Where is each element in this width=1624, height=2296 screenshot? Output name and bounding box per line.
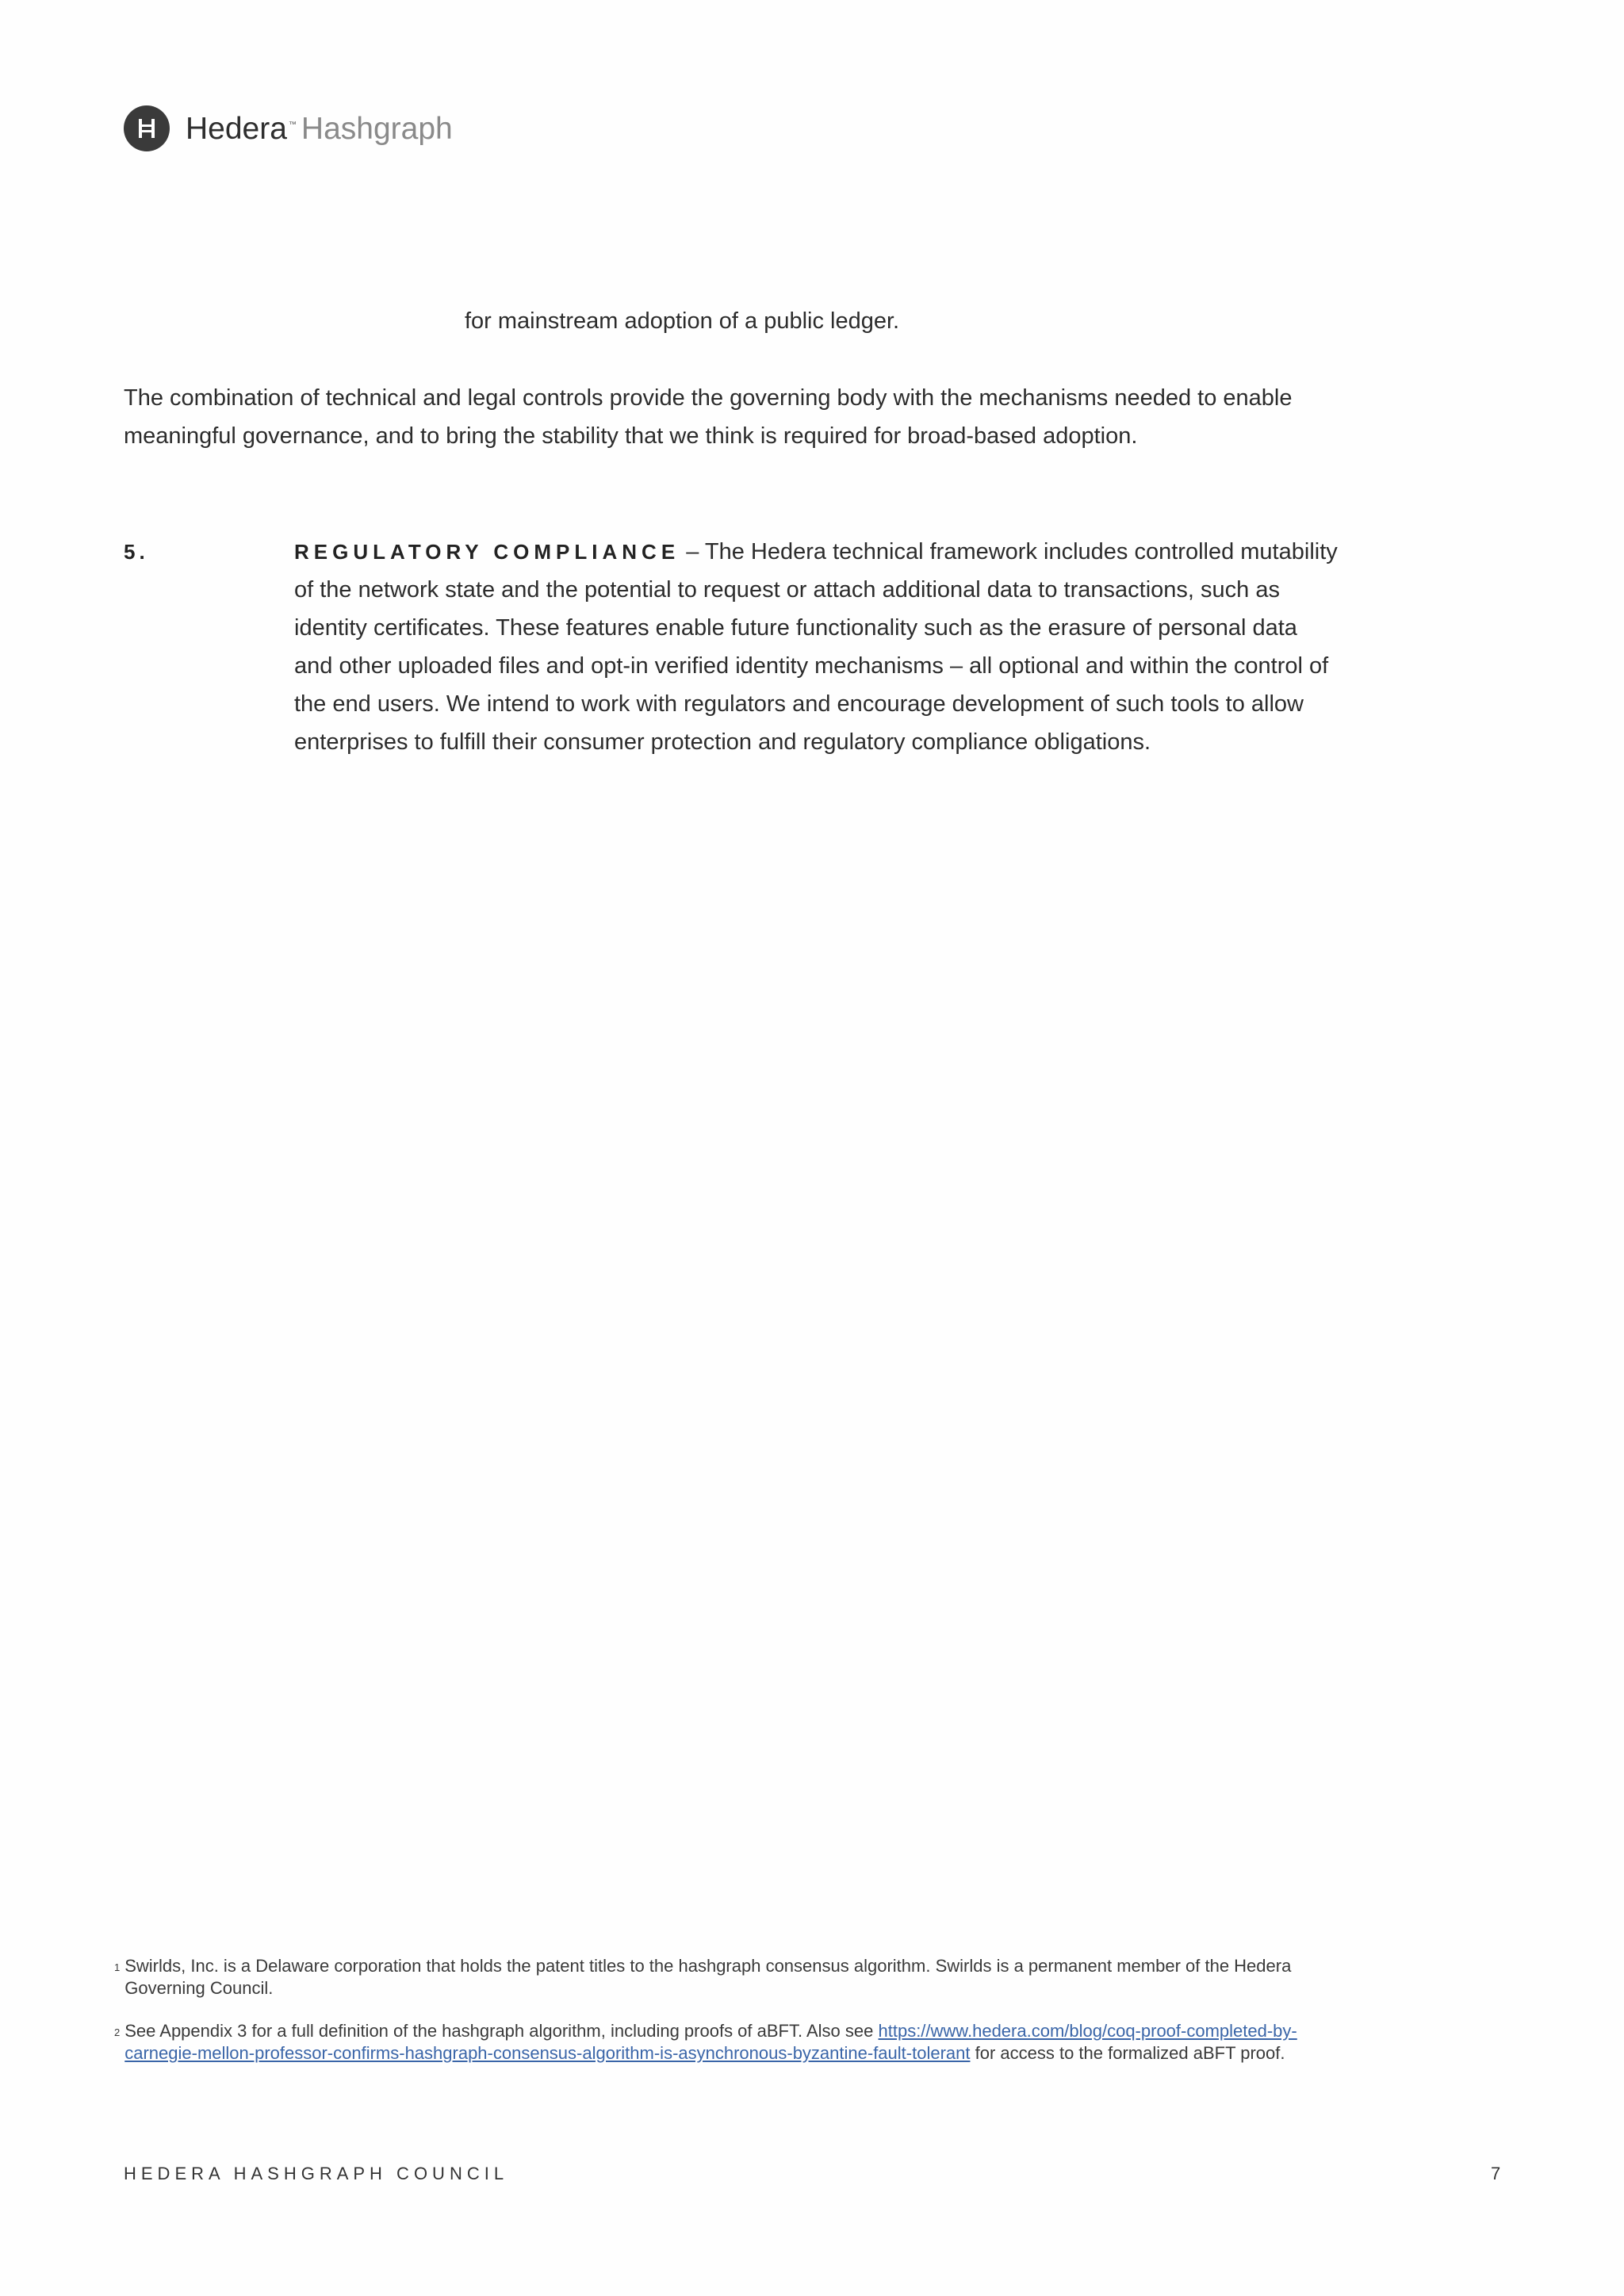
- hedera-h-icon: [124, 105, 170, 151]
- logo-wordmark: [186, 113, 453, 144]
- footnote-1-marker: 1: [114, 1961, 121, 1973]
- logo-tm-mark: ™: [288, 120, 297, 129]
- footnote-2-text-before: See Appendix 3 for a full definition of the hashgraph algorithm, including proofs of aBFT. Also see: [124, 2021, 879, 2041]
- coq-proof-link[interactable]: https://www.hedera.com/blog/coq-proof-completed-by-carnegie-mellon-professor-confirms-hashgraph-consensus-algorithm-is-asynchronous-byzantine-fault-tolerant: [124, 2021, 1297, 2063]
- item-text: – The Hedera technical framework includes controlled mutability of the network state and the potential to request or attach additional data to transactions, such as identity certificates. These features enable future functionality such as the erasure of personal data and other uploaded files and opt-in verified identity mechanisms – all optional and within the control of the end users. We intend to work with regulators and encourage development of such tools to allow enterprises to fulfill their consumer protection and regulatory compliance obligations.: [294, 539, 1338, 755]
- footnote-1: [114, 1955, 1320, 1999]
- item-number: 5.: [124, 540, 149, 564]
- footnote-2-marker: 2: [114, 2026, 121, 2038]
- logo-hedera-text: Hedera: [186, 111, 287, 146]
- hedera-h-glyph: [135, 117, 159, 140]
- continued-line: for mainstream adoption of a public ledger.: [465, 308, 900, 334]
- page-number: 7: [1491, 2164, 1501, 2183]
- item-heading: REGULATORY COMPLIANCE: [294, 540, 680, 564]
- footnote-2: [114, 2020, 1335, 2064]
- footnote-2-text-after: for access to the formalized aBFT proof.: [970, 2043, 1285, 2063]
- footer-council-name: HEDERA HASHGRAPH COUNCIL: [124, 2164, 509, 2183]
- hedera-logo: [124, 105, 453, 151]
- footnote-2-body: [124, 2020, 1333, 2064]
- logo-hashgraph-text: Hashgraph: [301, 111, 453, 146]
- combination-paragraph: The combination of technical and legal controls provide the governing body with the mechanisms needed to enable meaningful governance, and to bring the stability that we think is required for broad-based adoption.: [124, 385, 1293, 449]
- footnote-1-text: Swirlds, Inc. is a Delaware corporation that holds the patent titles to the hashgraph consensus algorithm. Swirlds is a permanent member of the Hedera Governing Council.: [124, 1956, 1292, 1998]
- regulatory-compliance-paragraph: [294, 533, 1341, 761]
